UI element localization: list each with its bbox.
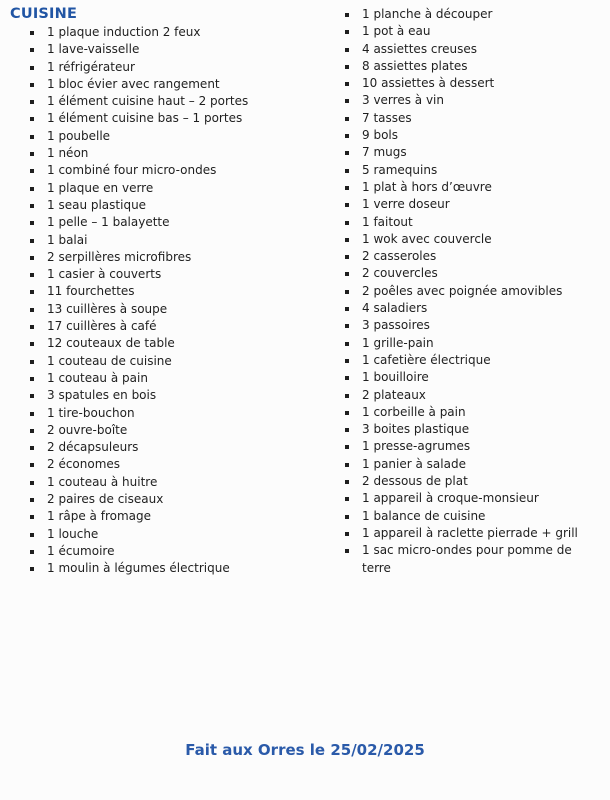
square-bullet-icon [345, 445, 349, 449]
item-label: 12 couteaux de table [47, 336, 175, 351]
list-item [335, 525, 605, 542]
square-bullet-icon [30, 481, 34, 485]
list-item [335, 75, 605, 92]
square-bullet-icon [30, 515, 34, 519]
left-column [10, 5, 335, 578]
square-bullet-icon [30, 273, 34, 277]
list-item [10, 41, 335, 58]
list-item [335, 490, 605, 507]
list-item [10, 110, 335, 127]
square-bullet-icon [345, 186, 349, 190]
square-bullet-icon [345, 480, 349, 484]
right-item-list [335, 6, 605, 577]
list-item [10, 232, 335, 249]
list-item [335, 92, 605, 109]
square-bullet-icon [345, 221, 349, 225]
item-label: 1 plaque induction 2 feux [47, 25, 201, 39]
item-label: 2 poêles avec poignée amovibles [362, 283, 563, 298]
item-label: 11 fourchettes [47, 284, 135, 299]
item-label: 8 assiettes plates [362, 58, 468, 73]
list-item [10, 387, 335, 404]
item-label: 7 mugs [362, 145, 407, 160]
square-bullet-icon [30, 429, 34, 433]
item-label: 1 grille-pain [362, 335, 434, 350]
item-label: 1 néon [47, 146, 89, 161]
item-label: 1 écumoire [47, 543, 115, 558]
item-label: 5 ramequins [362, 162, 438, 177]
item-label: 9 bols [362, 128, 398, 143]
list-item [10, 93, 335, 110]
square-bullet-icon [345, 549, 349, 553]
square-bullet-icon [345, 117, 349, 121]
item-label: 17 cuillères à café [47, 319, 157, 334]
square-bullet-icon [30, 152, 34, 156]
list-item [335, 438, 605, 455]
item-label: 3 spatules en bois [47, 388, 157, 403]
square-bullet-icon [30, 498, 34, 502]
square-bullet-icon [30, 567, 34, 571]
list-item [335, 179, 605, 196]
item-label: 1 poubelle [47, 128, 111, 143]
list-item [10, 59, 335, 76]
square-bullet-icon [30, 463, 34, 467]
list-item [10, 76, 335, 93]
item-label: 1 faitout [362, 214, 413, 229]
square-bullet-icon [30, 117, 34, 121]
item-label: 2 casseroles [362, 249, 437, 264]
item-label: 1 appareil à croque-monsieur [362, 491, 539, 506]
item-label: 3 verres à vin [362, 93, 444, 108]
list-item [10, 422, 335, 439]
square-bullet-icon [345, 515, 349, 519]
list-item [335, 144, 605, 161]
square-bullet-icon [345, 65, 349, 69]
item-label: 1 bloc évier avec rangement [47, 76, 220, 91]
square-bullet-icon [30, 135, 34, 139]
square-bullet-icon [30, 169, 34, 173]
right-column [335, 5, 605, 577]
item-label: 1 verre doseur [362, 197, 450, 212]
square-bullet-icon [30, 256, 34, 260]
square-bullet-icon [30, 342, 34, 346]
item-label: 1 plat à hors d’œuvre [362, 179, 492, 194]
list-item [10, 474, 335, 491]
square-bullet-icon [30, 377, 34, 381]
item-label: 1 élément cuisine bas – 1 portes [47, 111, 243, 126]
list-item [10, 180, 335, 197]
list-item [10, 405, 335, 422]
square-bullet-icon [345, 463, 349, 467]
square-bullet-icon [30, 412, 34, 416]
item-label: 2 serpillères microfibres [47, 249, 192, 264]
list-item [10, 283, 335, 300]
item-label: 1 cafetière électrique [362, 352, 491, 367]
square-bullet-icon [345, 497, 349, 501]
item-label: 2 ouvre-boîte [47, 422, 128, 437]
item-label: 2 couvercles [362, 266, 438, 281]
item-label: 2 dessous de plat [362, 474, 468, 489]
list-item [335, 23, 605, 40]
item-label: 1 moulin à légumes électrique [47, 561, 230, 576]
list-item [335, 58, 605, 75]
item-label: 10 assiettes à dessert [362, 76, 495, 91]
item-label: 1 corbeille à pain [362, 404, 466, 419]
list-item [10, 335, 335, 352]
list-item [335, 41, 605, 58]
list-item [10, 560, 335, 577]
square-bullet-icon [345, 428, 349, 432]
item-label: 2 décapsuleurs [47, 440, 139, 455]
item-label: 3 passoires [362, 318, 430, 333]
square-bullet-icon [345, 324, 349, 328]
square-bullet-icon [345, 394, 349, 398]
square-bullet-icon [30, 48, 34, 52]
item-label: 13 cuillères à soupe [47, 301, 168, 316]
square-bullet-icon [345, 255, 349, 259]
list-item [10, 526, 335, 543]
item-label: 1 balance de cuisine [362, 508, 486, 523]
item-label: 1 planche à découper [362, 7, 493, 21]
square-bullet-icon [30, 394, 34, 398]
item-label: 1 couteau à huitre [47, 474, 158, 489]
item-label: 1 lave-vaisselle [47, 42, 140, 57]
item-label: 1 pot à eau [362, 24, 431, 39]
list-item [10, 456, 335, 473]
item-label: 1 râpe à fromage [47, 509, 151, 524]
footer-date: Fait aux Orres le 25/02/2025 [185, 741, 425, 759]
list-item [335, 214, 605, 231]
square-bullet-icon [30, 550, 34, 554]
list-item [10, 249, 335, 266]
list-item [335, 542, 605, 577]
list-item [335, 248, 605, 265]
square-bullet-icon [30, 446, 34, 450]
list-item [335, 265, 605, 282]
list-item [10, 266, 335, 283]
item-label: 1 balai [47, 232, 88, 247]
item-label: 4 saladiers [362, 301, 428, 316]
list-item [10, 24, 335, 41]
square-bullet-icon [345, 169, 349, 173]
square-bullet-icon [345, 307, 349, 311]
square-bullet-icon [345, 272, 349, 276]
square-bullet-icon [30, 308, 34, 312]
list-item [335, 456, 605, 473]
item-label: 3 boites plastique [362, 422, 470, 437]
item-label: 1 sac micro-ondes pour pomme de terre [362, 543, 572, 575]
square-bullet-icon [30, 187, 34, 191]
square-bullet-icon [345, 13, 349, 17]
square-bullet-icon [30, 290, 34, 294]
item-label: 1 plaque en verre [47, 180, 154, 195]
square-bullet-icon [30, 100, 34, 104]
square-bullet-icon [30, 83, 34, 87]
item-label: 1 casier à couverts [47, 267, 162, 282]
square-bullet-icon [345, 99, 349, 103]
square-bullet-icon [345, 30, 349, 34]
square-bullet-icon [345, 376, 349, 380]
item-label: 1 couteau à pain [47, 370, 148, 385]
list-item [335, 404, 605, 421]
list-item [10, 214, 335, 231]
square-bullet-icon [30, 66, 34, 70]
list-item [10, 491, 335, 508]
item-label: 1 panier à salade [362, 456, 466, 471]
list-item [335, 162, 605, 179]
list-item [10, 353, 335, 370]
list-item [335, 300, 605, 317]
list-item [335, 6, 605, 23]
item-label: 1 presse-agrumes [362, 439, 471, 454]
square-bullet-icon [30, 360, 34, 364]
square-bullet-icon [30, 533, 34, 537]
item-label: 1 combiné four micro-ondes [47, 163, 217, 178]
square-bullet-icon [345, 203, 349, 207]
item-label: 1 réfrigérateur [47, 59, 135, 74]
square-bullet-icon [345, 238, 349, 242]
item-label: 1 couteau de cuisine [47, 353, 172, 368]
list-item [10, 370, 335, 387]
list-item [335, 283, 605, 300]
list-item [335, 387, 605, 404]
square-bullet-icon [345, 48, 349, 52]
square-bullet-icon [30, 239, 34, 243]
list-item [10, 128, 335, 145]
list-item [10, 145, 335, 162]
list-item [335, 110, 605, 127]
item-label: 4 assiettes creuses [362, 41, 478, 56]
square-bullet-icon [345, 134, 349, 138]
list-item [10, 162, 335, 179]
square-bullet-icon [345, 532, 349, 536]
square-bullet-icon [30, 325, 34, 329]
item-label: 1 appareil à raclette pierrade + grill [362, 525, 578, 540]
list-item [335, 508, 605, 525]
section-title: CUISINE [10, 6, 78, 22]
list-item [10, 318, 335, 335]
square-bullet-icon [30, 221, 34, 225]
square-bullet-icon [345, 342, 349, 346]
list-item [335, 196, 605, 213]
item-label: 1 pelle – 1 balayette [47, 215, 170, 230]
square-bullet-icon [345, 411, 349, 415]
item-label: 1 louche [47, 526, 99, 541]
square-bullet-icon [345, 359, 349, 363]
list-item [335, 127, 605, 144]
list-item [335, 335, 605, 352]
list-item [335, 317, 605, 334]
list-item [335, 421, 605, 438]
item-label: 1 tire-bouchon [47, 405, 135, 420]
square-bullet-icon [345, 82, 349, 86]
list-item [10, 197, 335, 214]
item-label: 1 élément cuisine haut – 2 portes [47, 94, 249, 109]
square-bullet-icon [30, 31, 34, 35]
list-item [10, 439, 335, 456]
left-item-list [10, 24, 335, 578]
item-label: 1 bouilloire [362, 370, 429, 385]
square-bullet-icon [345, 290, 349, 294]
list-item [10, 543, 335, 560]
list-item [335, 473, 605, 490]
list-item [10, 301, 335, 318]
item-label: 2 paires de ciseaux [47, 492, 164, 507]
item-label: 1 wok avec couvercle [362, 231, 492, 246]
item-label: 2 économes [47, 457, 121, 472]
list-item [10, 508, 335, 525]
square-bullet-icon [345, 151, 349, 155]
list-item [335, 369, 605, 386]
list-item [335, 352, 605, 369]
list-item [335, 231, 605, 248]
item-label: 2 plateaux [362, 387, 426, 402]
square-bullet-icon [30, 204, 34, 208]
item-label: 1 seau plastique [47, 197, 147, 212]
item-label: 7 tasses [362, 110, 412, 125]
